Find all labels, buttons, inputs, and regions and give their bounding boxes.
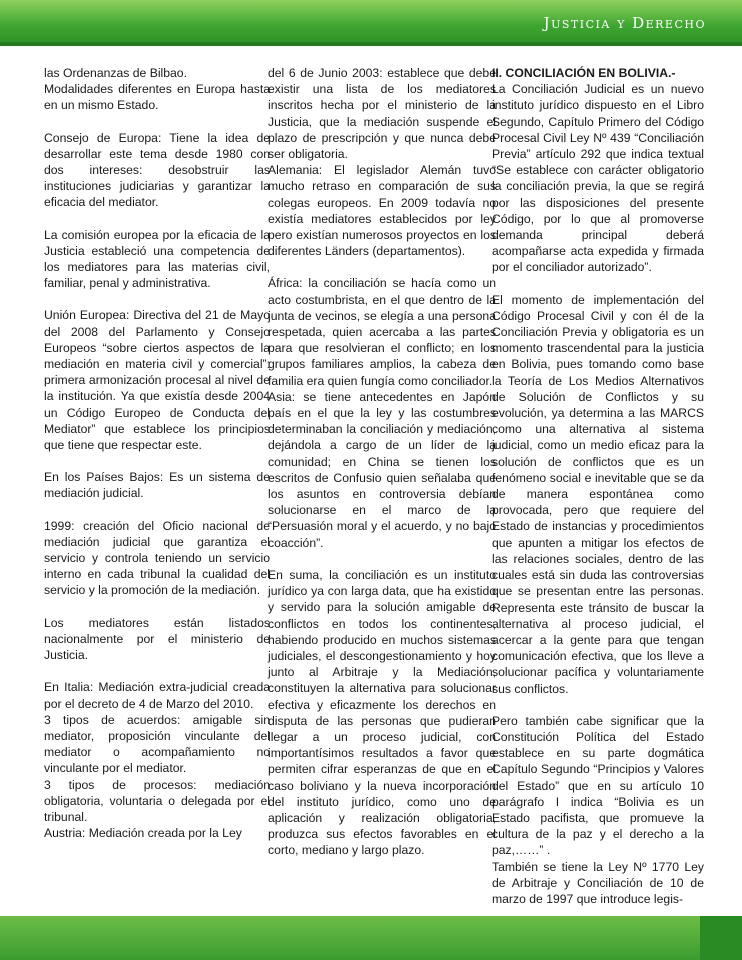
paragraph: Pero también cabe significar que la Constitución Política del Estado establece en su parte dogmática Capítulo Segundo “Principios y Valores del Estado” que en su artículo 10 parágrafo I indica “Bolivia es un Estado pacifista, que promueve la cultura de la paz y el derecho a la paz,……” . — [492, 713, 704, 858]
header-band — [0, 0, 742, 46]
section-title: Justicia y Derecho — [543, 14, 706, 32]
section-heading: II. CONCILIACIÓN EN BOLIVIA.- — [492, 66, 676, 80]
paragraph: La Conciliación Judicial es un nuevo instituto jurídico dispuesto en el Libro Segundo, Capítulo Primero del Código Procesal Civil Ley Nº 439 “Conciliación Previa” artículo 292 que indica textual “Se establece con carácter obligatorio la conciliación previa, la que se regirá por las disposiciones del presente Código, por lo que al promoverse demanda principal deberá acompañarse acta expedida y firmada por el conciliador autorizado”. — [492, 82, 704, 275]
paragraph: Alemania: El legislador Alemán tuvo mucho retraso en comparación de sus colegas europeos. En 2009 todavía no existía mediatores establecidos por ley pero existían numerosos proyectos en los diferentes Länders (departamentos). — [268, 163, 496, 259]
paragraph: Modalidades diferentes en Europa hasta en un mismo Estado. — [44, 82, 270, 113]
paragraph: del 6 de Junio 2003: establece que debe existir una lista de los mediatores inscritos hecha por el ministerio de la Justicia, que la mediación suspende el plazo de prescripción y que nunca debe ser obligatoria. — [268, 66, 496, 162]
paragraph: África: la conciliación se hacía como un acto costumbrista, en el que dentro de la junta de vecinos, se elegía a una persona respetada, quien acercaba a las partes para que resolvieran el conflicto; en los grupos familiares amplios, la cabeza de familia era quien fungía como conciliador. — [268, 276, 496, 388]
paragraph: En Italia: Mediación extra-judicial creada por el decreto de 4 de Marzo del 2010. — [44, 680, 270, 711]
paragraph: 3 tipos de procesos: mediación obligatoria, voluntaria o delegada por el tribunal. — [44, 777, 270, 824]
footer-band — [0, 916, 742, 960]
paragraph: También se tiene la Ley Nº 1770 Ley de Arbitraje y Conciliación de 10 de marzo de 1997 que introduce legis- — [492, 859, 704, 906]
paragraph: 3 tipos de acuerdos: amigable sin mediator, proposición vinculante del mediator o acompañamiento no vinculante por el mediator. — [44, 712, 270, 776]
paragraph: El momento de implementación del Código Procesal Civil y con él de la Conciliación Previa y obligatoria es un momento trascendental para la justicia en Bolivia, pues tomando como base la Teoría de Los Medios Alternativos de Solución de Conflictos y su evolución, ya determina a las MARCS como una alternativa al sistema judicial, como un medio eficaz para la solución de conflictos que es un fenómeno social e inevitable que se da de manera espontánea como provocada, pero que requiere del Estado de instancias y procedimientos que apunten a mitigar los efectos de las relaciones sociales, dentro de las cuales está sin duda las controversias que se presentan entre las personas. Representa este tránsito de buscar la alternativa al proceso judicial, el acercar a la gente para que tengan comunicación efectiva, que los lleve a solucionar pacífica y voluntariamente sus conflictos. — [492, 292, 704, 696]
paragraph: las Ordenanzas de Bilbao. — [44, 66, 187, 80]
paragraph: En los Países Bajos: Es un sistema de mediación judicial. — [44, 470, 270, 501]
text-column-3 — [492, 65, 704, 907]
footer-tab — [700, 916, 742, 960]
paragraph: En suma, la conciliación es un instituto jurídico ya con larga data, que ha existido y servido para la solución amigable de conflictos en todos los continentes, habiendo producido en muchos sistemas judiciales, el descongestionamiento y hoy junto al Arbitraje y la Mediación, constituyen la alternativa para solucionar efectiva y eficazmente los derechos en disputa de las personas que pudieran llegar a un proceso judicial, con importantísimos resultados a favor que permiten cifrar esperanzas de que en el caso boliviano y la nueva incorporación del instituto jurídico, como uno de aplicación y realización obligatoria, produzca sus efectos favorables en el corto, mediano y largo plazo. — [268, 567, 496, 858]
paragraph: 1999: creación del Oficio nacional de mediación judicial que garantiza el servicio y controla teniendo un servicio interno en cada tribunal la cualidad del servicio y la promoción de la mediación. — [44, 518, 270, 598]
paragraph: Consejo de Europa: Tiene la idea de desarrollar este tema desde 1980 con dos intereses: desobstruir las instituciones judiciarias y garantizar la eficacia del mediator. — [44, 130, 270, 210]
paragraph: Los mediatores están listados nacionalmente por el ministerio de Justicia. — [44, 615, 270, 663]
text-column-2 — [268, 65, 496, 859]
paragraph: Unión Europea: Directiva del 21 de Mayo del 2008 del Parlamento y Consejo Europeos “sobre ciertos aspectos de la mediación en materia civil y comercial”: primera armonización procesal al nivel de la institución. Ya que existía desde 2004 un Código Europeo de Conducta del Mediator” que establece los principios que tiene que respectar este. — [44, 308, 270, 453]
text-column-1 — [44, 65, 270, 841]
paragraph: La comisión europea por la eficacia de la Justicia estableció una competencia de los mediatores para las materias civil, familiar, penal y administrativa. — [44, 227, 270, 291]
paragraph: Asia: se tiene antecedentes en Japón país en el que la ley y las costumbres determinaban la conciliación y mediación, dejándola a cargo de un líder de la comunidad; en China se tienen los escritos de Confusio quien señalaba que los asuntos en controversia debían solucionarse en el marco de la “Persuasión moral y el acuerdo, y no bajo coacción”. — [268, 389, 496, 550]
paragraph: Austria: Mediación creada por la Ley — [44, 826, 242, 841]
